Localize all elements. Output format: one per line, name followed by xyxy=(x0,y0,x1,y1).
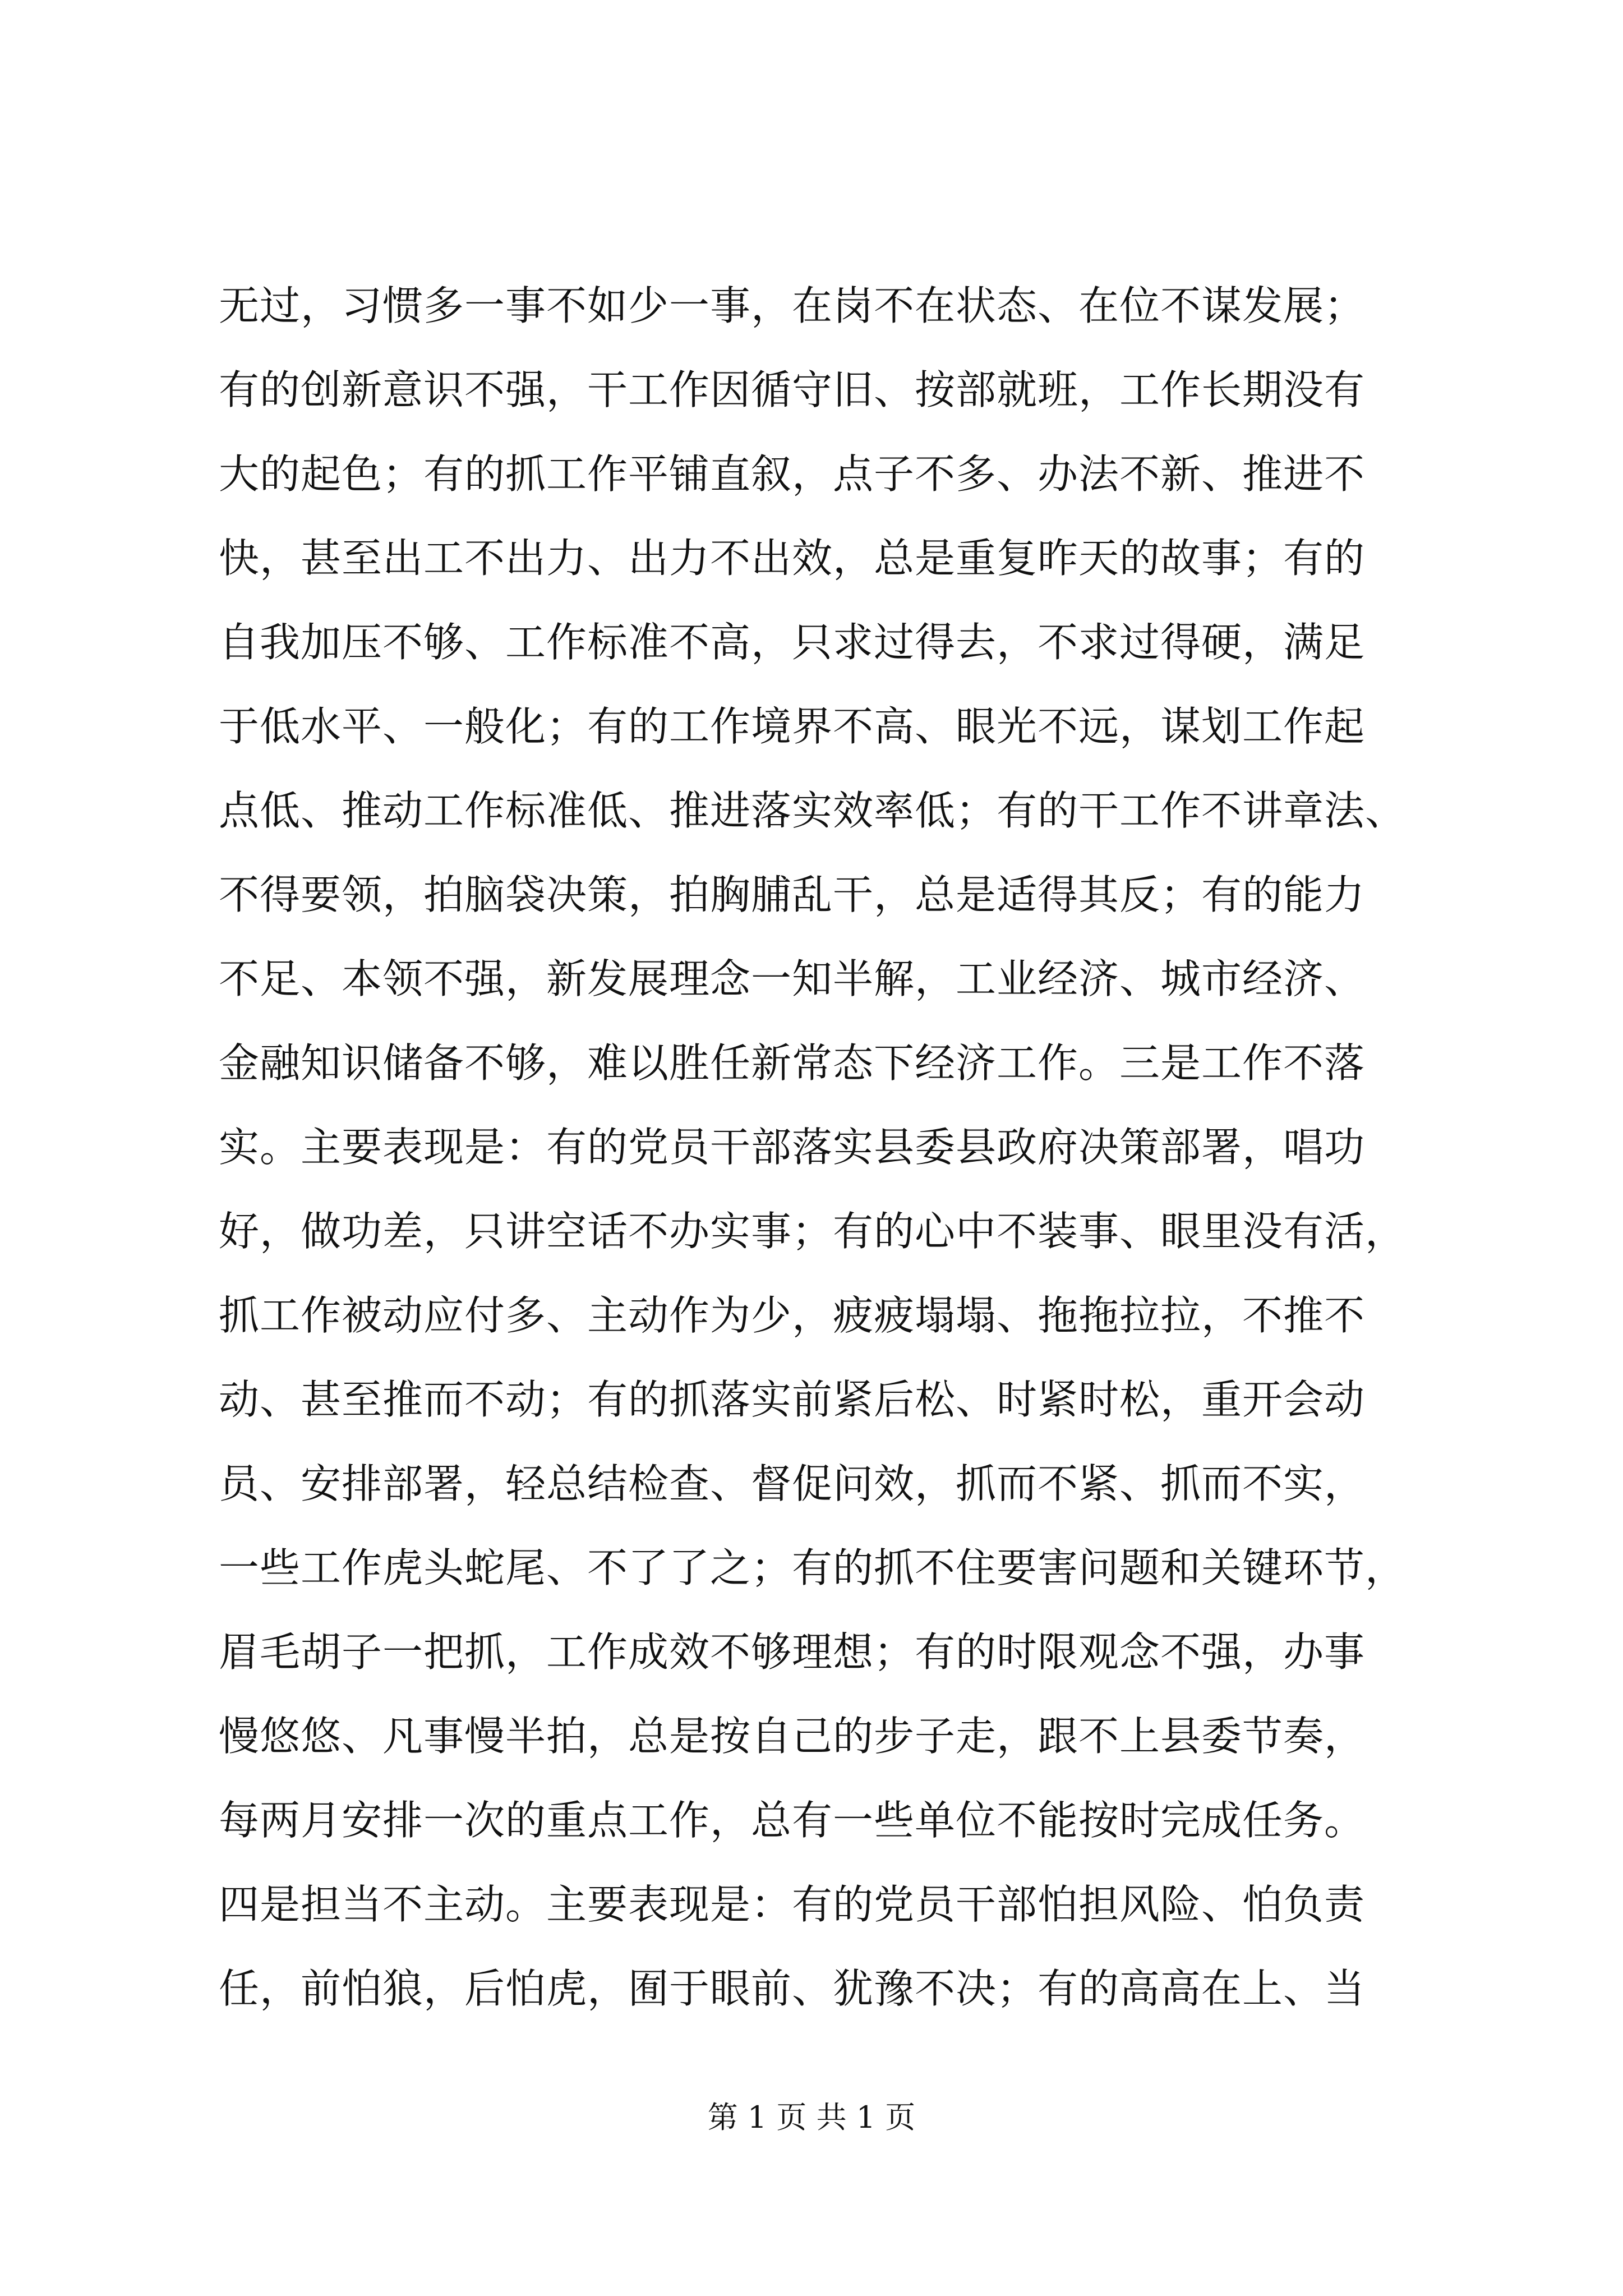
text-line: 有的创新意识不强，干工作因循守旧、按部就班，工作长期没有 xyxy=(219,366,1366,413)
text-line: 慢悠悠、凡事慢半拍，总是按自己的步子走，跟不上县委节奏， xyxy=(219,1713,1366,1760)
text-line: 实。主要表现是：有的党员干部落实县委县政府决策部署，唱功 xyxy=(219,1124,1366,1171)
body-text xyxy=(219,264,1424,2031)
text-line: 快，甚至出工不出力、出力不出效，总是重复昨天的故事；有的 xyxy=(219,535,1366,582)
text-line: 一些工作虎头蛇尾、不了了之；有的抓不住要害问题和关键环节， xyxy=(219,1544,1407,1591)
text-line: 点低、推动工作标准低、推进落实效率低；有的干工作不讲章法、 xyxy=(219,787,1407,834)
text-line: 好，做功差，只讲空话不办实事；有的心中不装事、眼里没有活， xyxy=(219,1208,1407,1255)
text-line: 员、安排部署，轻总结检查、督促问效，抓而不紧、抓而不实， xyxy=(219,1460,1366,1507)
text-line: 眉毛胡子一把抓，工作成效不够理想；有的时限观念不强，办事 xyxy=(219,1628,1366,1676)
text-line: 金融知识储备不够，难以胜任新常态下经济工作。三是工作不落 xyxy=(219,1039,1366,1087)
page-footer xyxy=(0,2095,1623,2140)
text-line: 于低水平、一般化；有的工作境界不高、眼光不远，谋划工作起 xyxy=(219,703,1366,750)
text-line: 每两月安排一次的重点工作，总有一些单位不能按时完成任务。 xyxy=(219,1797,1366,1844)
text-line: 大的起色；有的抓工作平铺直叙，点子不多、办法不新、推进不 xyxy=(219,450,1366,498)
text-line: 自我加压不够、工作标准不高，只求过得去，不求过得硬，满足 xyxy=(219,619,1366,666)
text-line: 四是担当不主动。主要表现是：有的党员干部怕担风险、怕负责 xyxy=(219,1881,1366,1928)
text-line: 任，前怕狼，后怕虎，囿于眼前、犹豫不决；有的高高在上、当 xyxy=(219,1965,1366,2012)
text-line: 不足、本领不强，新发展理念一知半解，工业经济、城市经济、 xyxy=(219,955,1366,1002)
page-number: 第 1 页 共 1 页 xyxy=(707,2100,916,2135)
text-line: 无过，习惯多一事不如少一事，在岗不在状态、在位不谋发展； xyxy=(219,282,1366,329)
text-line: 抓工作被动应付多、主动作为少，疲疲塌塌、拖拖拉拉，不推不 xyxy=(219,1292,1366,1339)
text-line: 动、甚至推而不动；有的抓落实前紧后松、时紧时松，重开会动 xyxy=(219,1376,1366,1423)
text-line: 不得要领，拍脑袋决策，拍胸脯乱干，总是适得其反；有的能力 xyxy=(219,871,1366,918)
